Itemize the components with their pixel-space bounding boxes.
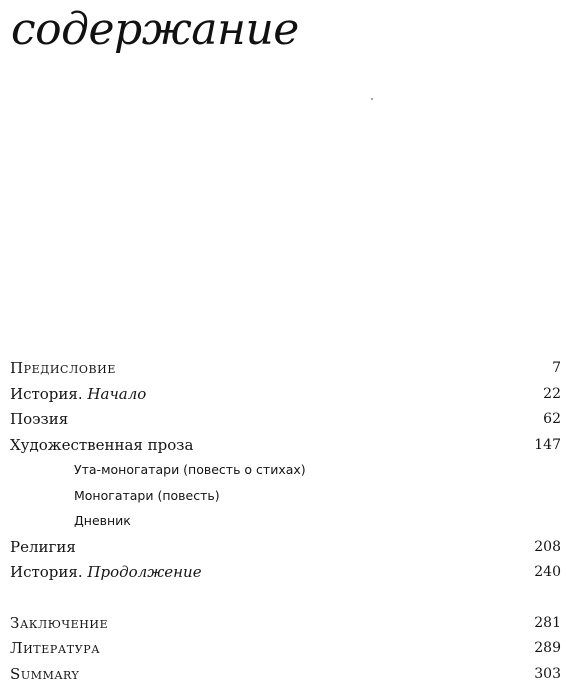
toc-page-number: 289	[534, 640, 561, 656]
toc-page-number: 62	[543, 411, 561, 427]
toc-subentry-label: Моногатари (повесть)	[74, 488, 220, 503]
toc-entry-prose	[10, 434, 561, 456]
toc-entry-label	[10, 383, 146, 405]
toc-entry-history-continued	[10, 561, 561, 583]
toc-entry-label: Заключение	[10, 614, 109, 632]
toc-entry-literature	[10, 637, 561, 659]
toc-entry-label: Summary	[10, 665, 80, 683]
toc-page-number: 22	[543, 386, 561, 402]
toc-entry-poetry	[10, 408, 561, 430]
toc-entry-conclusion	[10, 612, 561, 634]
toc-entry-label	[10, 561, 202, 583]
toc-page-number: 281	[534, 615, 561, 631]
toc-label-italic: Продолжение	[87, 563, 202, 581]
toc-page-number: 303	[534, 666, 561, 682]
toc-entry-label: Художественная проза	[10, 436, 194, 454]
toc-page-number: 240	[534, 564, 561, 580]
toc-entry-history-start	[10, 383, 561, 405]
page-title: содержание	[11, 4, 299, 55]
toc-label-italic: Начало	[87, 385, 147, 403]
toc-subentry-diary	[10, 510, 561, 532]
toc-entry-label: Предисловие	[10, 359, 116, 377]
toc-label-main: История.	[10, 563, 88, 581]
toc-subentry-monogatari	[10, 485, 561, 507]
toc-subentry-label: Ута-моногатари (повесть о стихах)	[74, 462, 306, 477]
toc-page-number: 147	[534, 437, 561, 453]
toc-entry-label: Религия	[10, 538, 76, 556]
toc-label-main: История.	[10, 385, 88, 403]
toc-entry-preface	[10, 357, 561, 379]
toc-entry-label: Литература	[10, 639, 101, 657]
toc-subentry-label: Дневник	[74, 513, 131, 528]
toc-entry-religion	[10, 536, 561, 558]
toc-page-number: 7	[552, 360, 561, 376]
toc-page-number: 208	[534, 539, 561, 555]
toc-entry-label: Поэзия	[10, 410, 69, 428]
toc-subentry-uta-monogatari	[10, 459, 561, 481]
toc-entry-summary	[10, 663, 561, 685]
